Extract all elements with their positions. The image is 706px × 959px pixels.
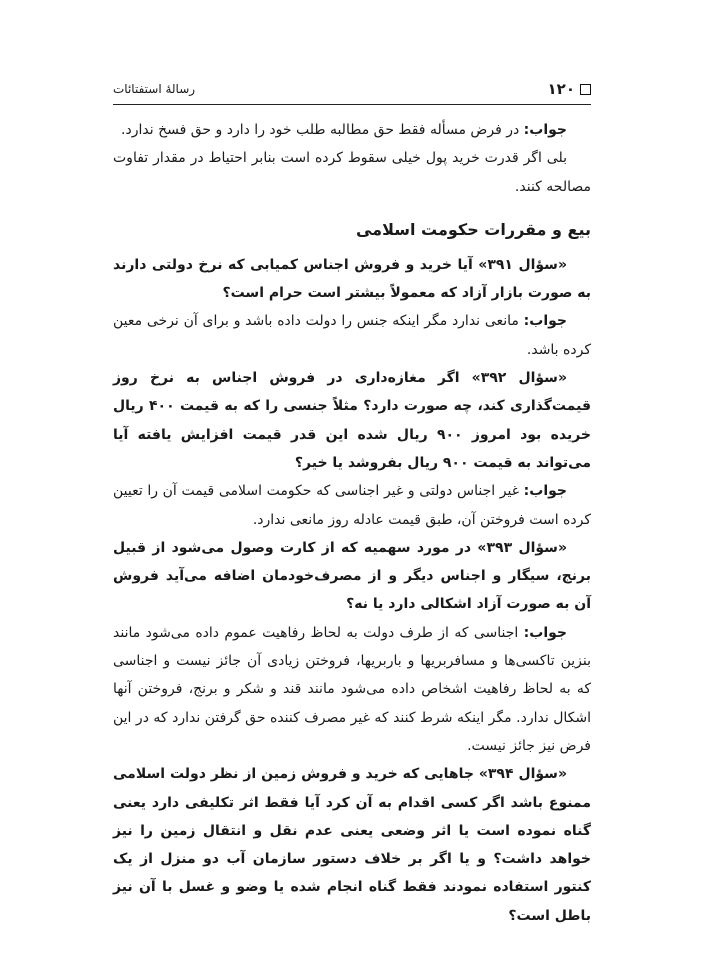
- answer-392: [113, 477, 591, 534]
- answer-text: اجناسی که از طرف دولت به لحاظ رفاهیت عموم داده می‌شود مانند بنزین تاکسی‌ها و مسافربریها و باربریها، فروختن زیادی آن جائز نیست و اجناسی که به لحاظ رفاهیت اشخاص داده می‌شود مانند قند و شکر و برنج، فروختن آنها اشکال ندارد. مگر اینکه شرط کنند که غیر مصرف کننده حق گرفتن ندارد که در این فرض نیز جائز نیست.: [113, 624, 591, 754]
- section-title: بیع و مقررات حکومت اسلامی: [355, 219, 591, 239]
- paragraph: بلی اگر قدرت خرید پول خیلی سقوط کرده است بنابر احتیاط در مقدار تفاوت مصالحه کنند.: [113, 150, 591, 195]
- answer-paragraph: [113, 116, 591, 144]
- answer-text: در فرض مسأله فقط حق مطالبه طلب خود را دارد و حق فسخ ندارد.: [121, 122, 524, 138]
- answer-label: جواب:: [523, 313, 567, 330]
- answer-label: جواب:: [523, 122, 567, 138]
- question-393: «سؤال ۳۹۳» در مورد سهمیه که از کارت وصول می‌شود از قبیل برنج، سیگار و اجناس دیگر و از مصرف‌خود‌مان اضافه‌ می‌آید فروش آن به صورت آزاد اشکالی دارد یا نه؟: [113, 539, 591, 613]
- square-bullet-icon: [580, 84, 591, 95]
- answer-label: جواب:: [523, 624, 567, 641]
- question-391: «سؤال ۳۹۱» آیا خرید و فروش اجناس کمیابی که نرخ دولتی دارند به صورت بازار آزاد که معمولاً بیشتر است حرام است؟: [113, 256, 591, 302]
- answer-text: مانعی ندارد مگر اینکه جنس را دولت داده باشد و برای آن نرخی معین کرده باشد.: [113, 313, 591, 358]
- answer-text: غیر اجناس دولتی و غیر اجناسی که حکومت اسلامی قیمت آن را تعیین کرده است فروختن آن، طبق قیمت عادله روز مانعی ندارد.: [113, 483, 591, 528]
- answer-393: [113, 619, 591, 760]
- header-divider: [113, 104, 591, 105]
- question-392: «سؤال ۳۹۲» اگر مغازه‌داری در فروش اجناس به نرخ روز قیمت‌گذاری کند، چه صورت دارد؟ مثلاً جنسی را که به قیمت ۴۰۰ ریال خریده بود امروز ۹۰۰ ریال شده این قدر قیمت افزایش یافته آیا می‌تواند به قیمت ۹۰۰ ریال بفروشد یا خیر؟: [113, 370, 592, 471]
- question-394: «سؤال ۳۹۴» جاهایی که خرید و فروش زمین از نظر دولت اسلامی ممنوع باشد اگر کسی اقدام به آن کرد آیا فقط اثر تکلیفی دارد یعنی گناه نموده است یا اثر وضعی یعنی عدم نقل و انتقال زمین را نیز خواهد داشت؟ و یا اگر بر خلاف دستور سازمان آب دو منزل از یک کنتور استفاده نمودند فقط گناه انجام شده یا وضو و غسل با آن نیز باطل است؟: [113, 766, 591, 924]
- answer-label: جواب:: [523, 483, 567, 500]
- answer-391: [113, 307, 591, 364]
- page-body: [113, 116, 591, 930]
- running-title: رسالۀ استفتائات: [113, 82, 196, 96]
- page-number: ۱۲۰: [547, 80, 575, 98]
- page-number-group: [548, 80, 591, 98]
- page-header: [113, 80, 591, 102]
